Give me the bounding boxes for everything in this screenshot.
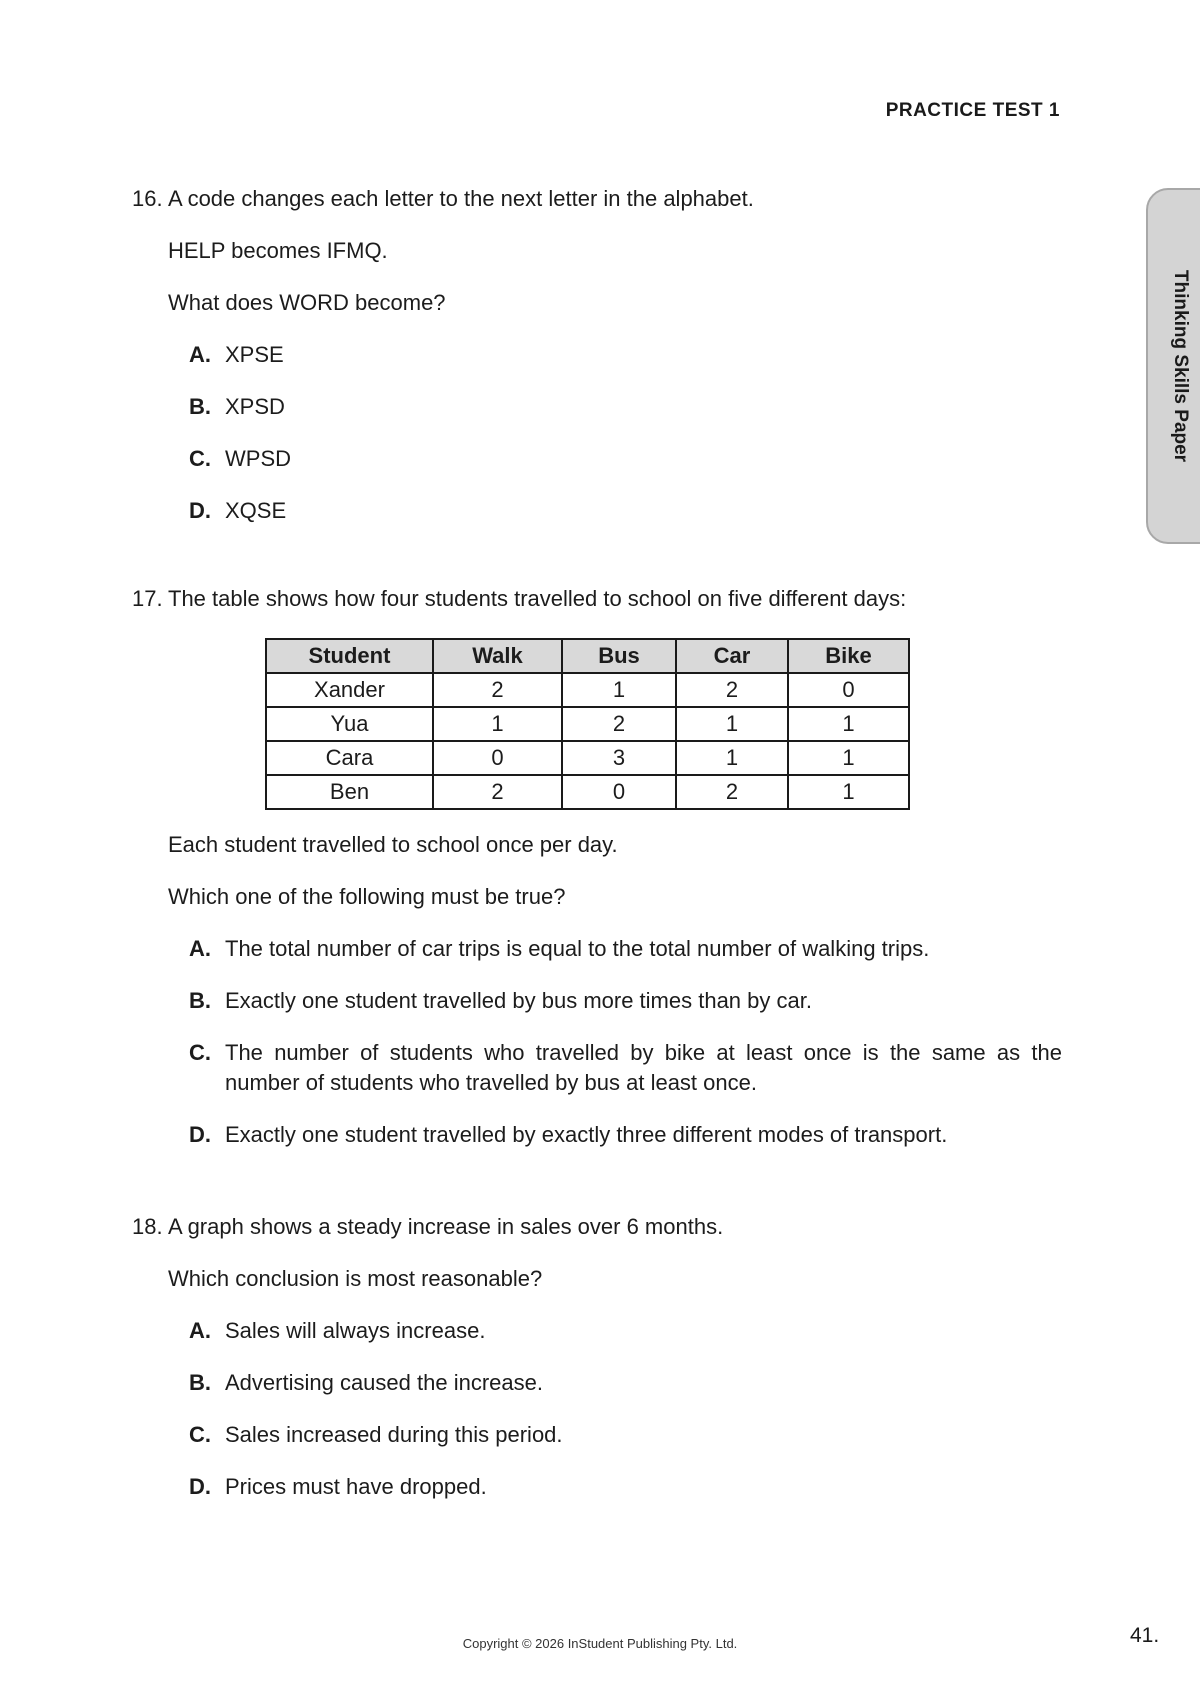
question-18	[132, 1212, 1062, 1502]
option-letter: D.	[189, 1122, 211, 1147]
column-header: Bus	[562, 639, 676, 673]
answer-option-b[interactable]	[189, 986, 1062, 1016]
option-text: The total number of car trips is equal to the total number of walking trips.	[225, 936, 930, 961]
question-text: The table shows how four students travelled to school on five different days:	[168, 586, 907, 611]
table-cell: 1	[562, 673, 676, 707]
table-row	[266, 707, 909, 741]
table-row	[266, 673, 909, 707]
column-header: Bike	[788, 639, 909, 673]
column-header: Student	[266, 639, 433, 673]
question-prompt: What does WORD become?	[168, 290, 446, 315]
question-16	[132, 184, 1062, 526]
table-cell: 3	[562, 741, 676, 775]
page-number: 41.	[1130, 1624, 1160, 1647]
table-cell: 1	[788, 741, 909, 775]
question-number: 18.	[132, 1214, 163, 1239]
option-letter: D.	[189, 1474, 211, 1499]
table-cell: 1	[788, 775, 909, 809]
option-letter: B.	[189, 1370, 211, 1395]
answer-option-a[interactable]	[189, 1316, 1062, 1346]
answer-option-c[interactable]	[189, 444, 1062, 474]
table-row	[266, 775, 909, 809]
column-header: Car	[676, 639, 788, 673]
answer-option-d[interactable]	[189, 1472, 1062, 1502]
answer-options	[189, 934, 1062, 1150]
option-letter: C.	[189, 1040, 211, 1065]
table-cell: Cara	[266, 741, 433, 775]
option-text: Exactly one student travelled by bus more times than by car.	[225, 988, 812, 1013]
question-number: 16.	[132, 186, 163, 211]
table-cell: 1	[433, 707, 562, 741]
table-cell: 2	[676, 673, 788, 707]
option-text: The number of students who travelled by bike at least once is the same as the number of students who travelled by bus at least once.	[225, 1040, 1062, 1095]
option-text: XPSE	[225, 342, 284, 367]
question-stem	[132, 1212, 1062, 1242]
answer-option-b[interactable]	[189, 392, 1062, 422]
table-row	[266, 741, 909, 775]
option-letter: B.	[189, 988, 211, 1013]
table-cell: 1	[676, 707, 788, 741]
question-text: A graph shows a steady increase in sales over 6 months.	[168, 1214, 724, 1239]
page-header-title: PRACTICE TEST 1	[885, 100, 1060, 121]
table-cell: 1	[676, 741, 788, 775]
table-cell: 1	[788, 707, 909, 741]
table-cell: 0	[788, 673, 909, 707]
answer-option-a[interactable]	[189, 934, 1062, 964]
table-header-row	[266, 639, 909, 673]
table-cell: Ben	[266, 775, 433, 809]
question-stem	[132, 584, 1062, 614]
question-17	[132, 584, 1062, 1150]
section-side-tab-label: Thinking Skills Paper	[1170, 269, 1191, 463]
table-cell: 2	[676, 775, 788, 809]
question-stem	[132, 184, 1062, 214]
answer-option-b[interactable]	[189, 1368, 1062, 1398]
question-prompt: Which conclusion is most reasonable?	[168, 1266, 543, 1291]
table-cell: 2	[562, 707, 676, 741]
option-text: XQSE	[225, 498, 287, 523]
option-text: WPSD	[225, 446, 291, 471]
answer-option-c[interactable]	[189, 1038, 1062, 1098]
answer-option-d[interactable]	[189, 1120, 1062, 1150]
question-prompt: Which one of the following must be true?	[168, 884, 566, 909]
table-cell: 2	[433, 775, 562, 809]
code-example: HELP becomes IFMQ.	[168, 238, 388, 263]
table-cell: Yua	[266, 707, 433, 741]
question-note: Each student travelled to school once per day.	[168, 832, 618, 857]
answer-option-d[interactable]	[189, 496, 1062, 526]
question-text: A code changes each letter to the next letter in the alphabet.	[168, 186, 754, 211]
table-cell: Xander	[266, 673, 433, 707]
table-cell: 2	[433, 673, 562, 707]
option-letter: D.	[189, 498, 211, 523]
option-text: Sales will always increase.	[225, 1318, 486, 1343]
column-header: Walk	[433, 639, 562, 673]
option-text: Exactly one student travelled by exactly three different modes of transport.	[225, 1122, 948, 1147]
question-number: 17.	[132, 586, 163, 611]
answer-options	[189, 1316, 1062, 1502]
option-letter: A.	[189, 342, 211, 367]
option-text: Prices must have dropped.	[225, 1474, 487, 1499]
option-text: Sales increased during this period.	[225, 1422, 563, 1447]
answer-options	[189, 340, 1062, 526]
option-letter: C.	[189, 1422, 211, 1447]
option-letter: B.	[189, 394, 211, 419]
option-text: XPSD	[225, 394, 285, 419]
answer-option-a[interactable]	[189, 340, 1062, 370]
option-text: Advertising caused the increase.	[225, 1370, 543, 1395]
answer-option-c[interactable]	[189, 1420, 1062, 1450]
travel-table	[265, 638, 910, 810]
option-letter: A.	[189, 936, 211, 961]
option-letter: A.	[189, 1318, 211, 1343]
option-letter: C.	[189, 446, 211, 471]
copyright-footer: Copyright © 2026 InStudent Publishing Pty. Ltd.	[462, 1636, 738, 1651]
table-cell: 0	[562, 775, 676, 809]
table-cell: 0	[433, 741, 562, 775]
